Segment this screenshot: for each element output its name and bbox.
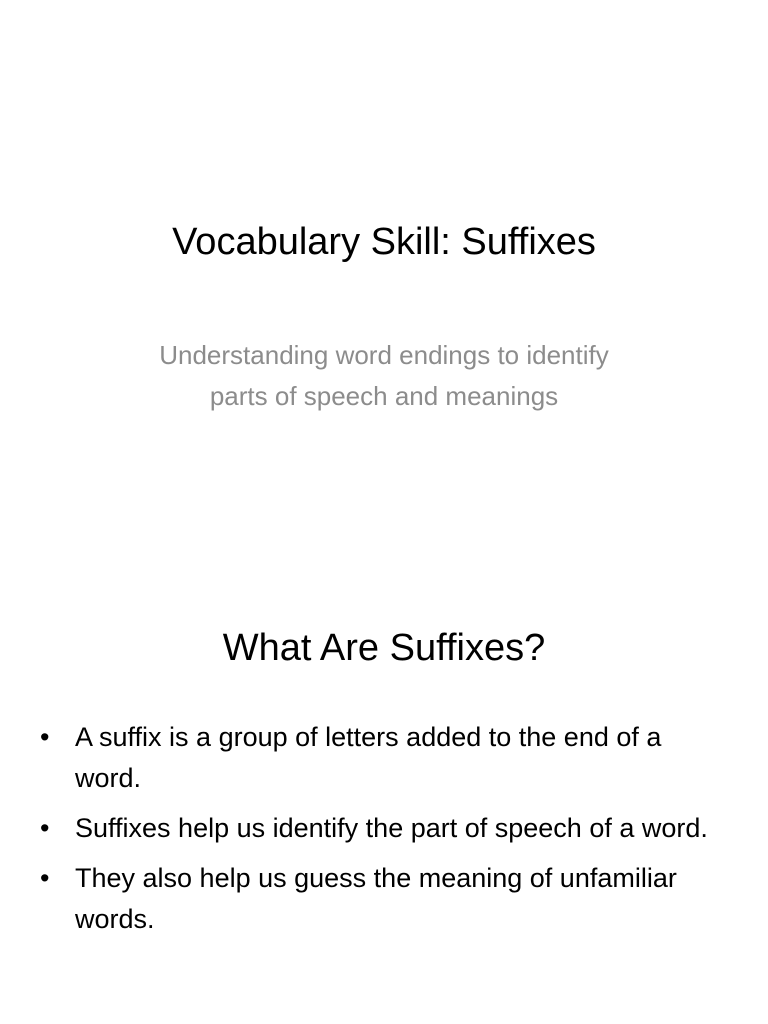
slide-title: What Are Suffixes? xyxy=(222,627,546,669)
bullet-icon: • xyxy=(40,722,50,752)
content-slide xyxy=(0,512,768,1024)
slide-title: Vocabulary Skill: Suffixes xyxy=(172,221,596,263)
slide-subtitle: Understanding word endings to identify parts of speech and meanings xyxy=(159,340,609,411)
bullet-list xyxy=(40,717,720,949)
bullet-item xyxy=(40,808,720,849)
bullet-item xyxy=(40,717,720,799)
bullet-text: A suffix is a group of letters added to the end of a word. xyxy=(75,722,662,793)
bullet-text: They also help us guess the meaning of unfamiliar words. xyxy=(75,863,677,934)
bullet-text: Suffixes help us identify the part of speech of a word. xyxy=(75,813,708,843)
bullet-icon: • xyxy=(40,813,50,843)
bullet-item xyxy=(40,858,720,940)
bullet-icon: • xyxy=(40,863,50,893)
